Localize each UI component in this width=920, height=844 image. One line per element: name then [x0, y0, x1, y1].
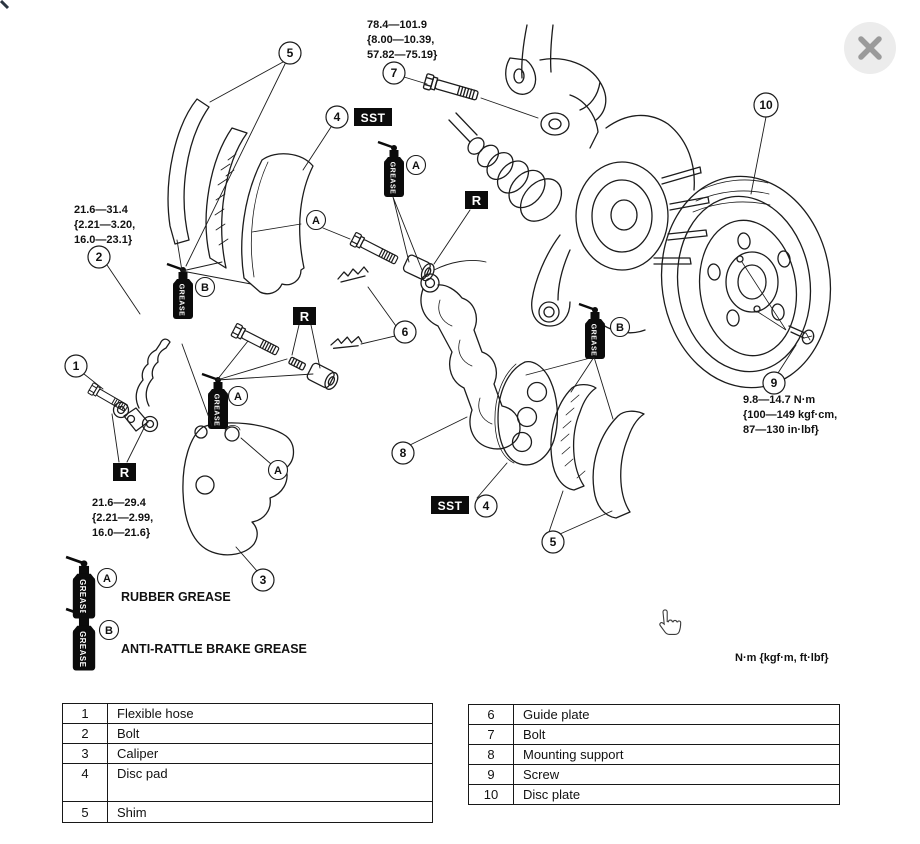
part-number: 1: [63, 704, 108, 724]
letter-a-caliper: [269, 461, 288, 480]
table-row: [469, 745, 840, 765]
part-name: Disc plate: [514, 785, 840, 805]
callout-2: [88, 246, 110, 268]
torque-spec-disc-screw: [743, 394, 837, 436]
svg-text:R: R: [299, 309, 310, 324]
part-name: Disc pad: [108, 764, 433, 802]
disc-plate-drawing: [648, 165, 844, 398]
parts-table-right: [468, 704, 840, 805]
callout-4-top: [326, 106, 348, 128]
svg-text:6: 6: [401, 325, 409, 340]
svg-text:21.6—29.4: 21.6—29.4: [92, 497, 146, 509]
sst-box-bottom: [431, 496, 469, 514]
r-box-mid: [293, 307, 316, 325]
svg-text:{2.21—2.99,: {2.21—2.99,: [92, 512, 154, 524]
close-icon: [857, 35, 883, 61]
r-box-upper: [465, 191, 488, 209]
threaded-pin-drawing: [288, 357, 305, 371]
svg-text:R: R: [119, 465, 130, 480]
disc-pad-bottom-drawing: [495, 362, 557, 465]
part-number: 7: [469, 725, 514, 745]
svg-text:10: 10: [759, 98, 773, 113]
bolt-7-drawing: [423, 74, 479, 104]
svg-text:A: A: [274, 465, 282, 477]
torque-spec-hose-bolt: [92, 497, 153, 539]
svg-text:A: A: [312, 215, 320, 227]
table-row: [469, 765, 840, 785]
slotted-shim-drawing: [206, 128, 247, 268]
part-number: 5: [63, 802, 108, 823]
part-number: 6: [469, 705, 514, 725]
part-name: Bolt: [514, 725, 840, 745]
table-row: [63, 764, 433, 802]
part-name: Mounting support: [514, 745, 840, 765]
svg-text:9: 9: [770, 376, 778, 391]
callout-5-top: [279, 42, 301, 64]
part-name: Caliper: [108, 744, 433, 764]
outer-shim-bottom-drawing: [593, 411, 644, 518]
svg-text:A: A: [103, 573, 111, 585]
table-row: [63, 724, 433, 744]
units-note: N·m {kgf·m, ft·lbf}: [735, 652, 829, 664]
outer-shim-drawing: [168, 99, 209, 244]
callout-8: [392, 442, 414, 464]
table-row: [63, 704, 433, 724]
guide-pin-upper-drawing: [350, 232, 400, 266]
letter-a-midleft: [229, 387, 248, 406]
caliper-drawing: [183, 423, 294, 555]
svg-text:8: 8: [399, 446, 407, 461]
callout-10: [754, 93, 778, 117]
grease-can-b-right: [579, 304, 605, 359]
callout-1: [65, 355, 87, 377]
bushing-lower-drawing: [306, 362, 340, 391]
callout-7: [383, 62, 405, 84]
part-number: 10: [469, 785, 514, 805]
svg-text:4: 4: [333, 110, 341, 125]
svg-text:87—130 in·lbf}: 87—130 in·lbf}: [743, 424, 819, 436]
part-name: Flexible hose: [108, 704, 433, 724]
legend-letter-b: [100, 621, 119, 640]
screw-drawing: [789, 326, 816, 345]
parts-table-left: [62, 703, 433, 823]
svg-text:{8.00—10.39,: {8.00—10.39,: [367, 34, 435, 46]
table-row: [469, 785, 840, 805]
part-name: Shim: [108, 802, 433, 823]
torque-spec-caliper-bolt: [74, 204, 135, 246]
svg-text:{2.21—3.20,: {2.21—3.20,: [74, 219, 136, 231]
callout-9: [763, 372, 785, 394]
svg-text:5: 5: [286, 46, 294, 61]
svg-text:SST: SST: [437, 499, 463, 513]
grease-can-a-midleft: [202, 374, 228, 429]
table-row: [63, 802, 433, 823]
callout-6: [394, 321, 416, 343]
svg-text:4: 4: [482, 499, 490, 514]
guide-plate-clip2-drawing: [331, 333, 363, 352]
scan-artifact: [1, 1, 8, 8]
callout-5-bottom: [542, 531, 564, 553]
svg-text:SST: SST: [360, 111, 386, 125]
svg-text:16.0—21.6}: 16.0—21.6}: [92, 527, 151, 539]
legend-letter-a: [98, 569, 117, 588]
cursor-pointer-icon: [660, 610, 681, 634]
legend-text-rubber-grease: RUBBER GREASE: [121, 590, 231, 604]
part-number: 4: [63, 764, 108, 802]
knuckle-hub-drawing: [449, 25, 709, 333]
part-number: 8: [469, 745, 514, 765]
svg-text:78.4—101.9: 78.4—101.9: [367, 19, 427, 31]
disc-pad-top-drawing: [242, 154, 313, 294]
svg-text:B: B: [105, 625, 113, 637]
slotted-shim-bottom-drawing: [551, 385, 596, 490]
part-name: Guide plate: [514, 705, 840, 725]
sst-box-top: [354, 108, 392, 126]
banjo-bolt-drawing: [88, 383, 130, 414]
svg-text:R: R: [471, 193, 482, 208]
r-box-left: [113, 463, 136, 481]
guide-plate-clip1-drawing: [338, 267, 368, 282]
table-row: [469, 725, 840, 745]
part-name: Screw: [514, 765, 840, 785]
mounting-support-drawing: [421, 274, 520, 449]
letter-b-right: [611, 318, 630, 337]
svg-text:A: A: [234, 391, 242, 403]
table-row: [469, 705, 840, 725]
close-button[interactable]: [844, 22, 896, 74]
svg-text:5: 5: [549, 535, 557, 550]
part-number: 2: [63, 724, 108, 744]
torque-spec-upper-bolt: [367, 19, 438, 61]
part-name: Bolt: [108, 724, 433, 744]
svg-text:B: B: [616, 322, 624, 334]
svg-text:16.0—23.1}: 16.0—23.1}: [74, 234, 133, 246]
svg-text:7: 7: [390, 66, 398, 81]
callout-3: [252, 569, 274, 591]
svg-text:A: A: [412, 160, 420, 172]
callout-4-bottom: [475, 495, 497, 517]
svg-text:21.6—31.4: 21.6—31.4: [74, 204, 128, 216]
grease-can-a-upper: [378, 142, 404, 197]
svg-text:{100—149 kgf·cm,: {100—149 kgf·cm,: [743, 409, 838, 421]
svg-text:3: 3: [259, 573, 267, 588]
svg-text:9.8—14.7 N·m: 9.8—14.7 N·m: [743, 394, 816, 406]
svg-text:57.82—75.19}: 57.82—75.19}: [367, 49, 438, 61]
svg-text:2: 2: [95, 250, 103, 265]
letter-a-upper: [407, 156, 426, 175]
svg-text:1: 1: [72, 359, 80, 374]
letter-b-topleft: [196, 278, 215, 297]
table-row: [63, 744, 433, 764]
svg-text:B: B: [201, 282, 209, 294]
part-number: 3: [63, 744, 108, 764]
part-number: 9: [469, 765, 514, 785]
letter-a-pin: [307, 211, 326, 230]
legend-text-anti-rattle: ANTI-RATTLE BRAKE GREASE: [121, 642, 307, 656]
